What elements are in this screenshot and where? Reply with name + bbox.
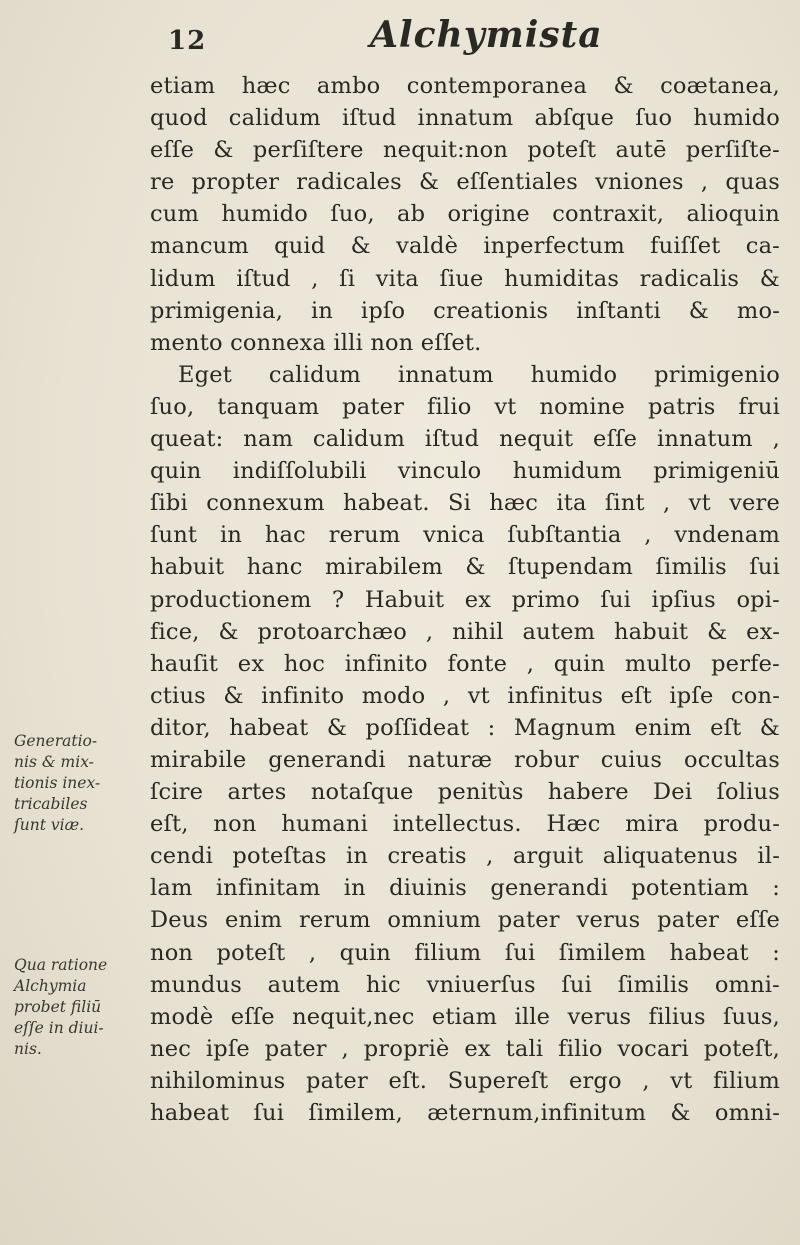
margin-note-line: nis. — [14, 1040, 42, 1058]
body-text — [150, 70, 780, 1129]
text-line: quin indiſſolubili vinculo humidum primigeniū — [150, 458, 780, 485]
margin-note-line: nis & mix- — [14, 753, 94, 771]
text-line: hauſit ex hoc infinito fonte , quin multo perfe- — [150, 650, 780, 677]
text-line: primigenia, in ipſo creationis inſtanti & mo- — [150, 297, 780, 324]
text-line: non poteſt , quin filium ſui ſimilem habeat : — [150, 939, 780, 966]
text-line: Eget calidum innatum humido primigenio — [178, 361, 780, 388]
text-line: habeat ſui ſimilem, æternum,infinitum & omni- — [150, 1100, 780, 1126]
text-line: queat: nam calidum iſtud nequit eſſe innatum , — [150, 426, 780, 453]
text-line: ctius & infinito modo , vt infinitus eſt ipſe con- — [150, 682, 780, 709]
text-line: ſunt in hac rerum vnica ſubſtantia , vndenam — [150, 522, 780, 549]
text-line: cendi poteſtas in creatis , arguit aliquatenus il- — [150, 843, 780, 870]
text-line: ſuo, tanquam pater filio vt nomine patris frui — [150, 393, 780, 420]
margin-note-line: probet filiū — [14, 998, 102, 1016]
text-line: mancum quid & valdè inperfectum fuiſſet ca- — [150, 233, 780, 260]
margin-note-generation — [14, 731, 142, 836]
running-head: Alchymista — [370, 14, 603, 56]
margin-note-line: tricabiles — [14, 795, 88, 813]
text-line: ſibi connexum habeat. Si hæc ita ſint , vt vere — [150, 490, 780, 517]
text-line: productionem ? Habuit ex primo ſui ipſius opi- — [150, 586, 780, 613]
margin-note-line: tionis inex- — [14, 774, 101, 792]
text-line: fice, & protoarchæo , nihil autem habuit & ex- — [150, 618, 780, 645]
text-line: mundus autem hic vniuerſus ſui ſimilis omni- — [150, 971, 780, 998]
margin-note-line: ſunt viæ. — [14, 816, 85, 834]
margin-note-alchymia — [14, 955, 142, 1060]
page-header — [160, 6, 660, 66]
page-number: 12 — [168, 26, 207, 56]
text-line: eſſe & perſiſtere nequit:non poteſt autē perſiſte- — [150, 137, 780, 164]
margin-note-line: Alchymia — [14, 977, 87, 995]
margin-note-line: eſſe in diui- — [14, 1019, 104, 1037]
text-line: mirabile generandi naturæ robur cuius occultas — [150, 746, 780, 773]
text-line: modè eſſe nequit,nec etiam ille verus filius ſuus, — [150, 1003, 780, 1030]
text-line: re propter radicales & eſſentiales vniones , quas — [150, 169, 780, 196]
text-line: cum humido ſuo, ab origine contraxit, alioquin — [150, 201, 780, 228]
text-line: ditor, habeat & poſſideat : Magnum enim eſt & — [150, 714, 780, 741]
text-line: Deus enim rerum omnium pater verus pater eſſe — [150, 907, 780, 934]
text-line: nec ipſe pater , propriè ex tali filio vocari poteſt, — [150, 1035, 780, 1062]
text-line: habuit hanc mirabilem & ſtupendam ſimilis ſui — [150, 554, 780, 581]
text-line: lidum iſtud , ſi vita ſiue humiditas radicalis & — [150, 265, 780, 292]
text-line: nihilominus pater eſt. Supereſt ergo , vt filium — [150, 1067, 780, 1094]
text-line: quod calidum iſtud innatum abſque ſuo humido — [150, 105, 780, 132]
text-line: etiam hæc ambo contemporanea & coætanea, — [150, 73, 780, 99]
text-line: mento connexa illi non eſſet. — [150, 329, 482, 356]
text-line: ſcire artes notaſque penitùs habere Dei ſolius — [150, 779, 780, 806]
text-line: lam infinitam in diuinis generandi potentiam : — [150, 875, 780, 902]
text-line: eſt, non humani intellectus. Hæc mira produ- — [150, 811, 780, 838]
margin-note-line: Generatio- — [14, 732, 98, 750]
margin-note-line: Qua ratione — [14, 956, 108, 974]
